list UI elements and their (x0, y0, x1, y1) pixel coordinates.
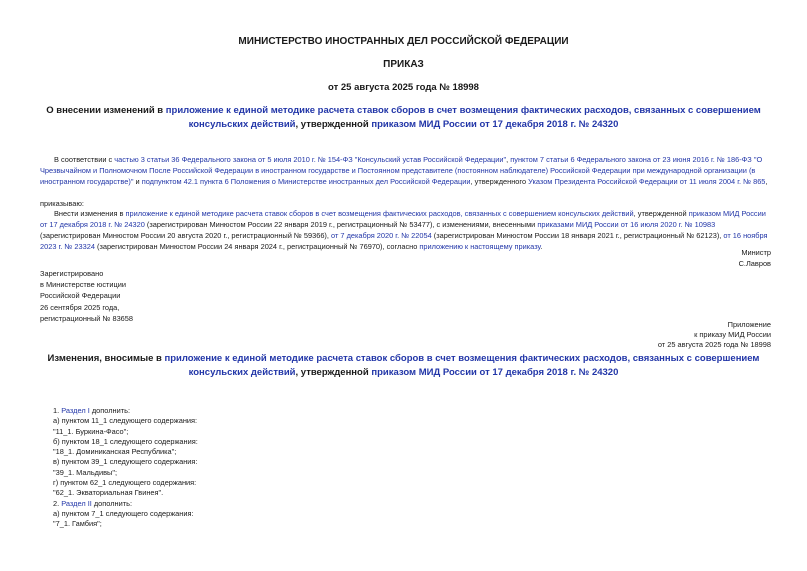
preamble-text: В соответствии с (54, 155, 115, 164)
registration-line: регистрационный № 83658 (40, 313, 134, 323)
appendix-title (30, 352, 777, 380)
appendix-header (658, 320, 771, 350)
signature-block (739, 247, 771, 269)
order-10983-link[interactable]: приказами МИД России от 16 июля 2020 г. № 10983 (537, 220, 716, 229)
item-number: 1. (53, 406, 62, 415)
amendment-text: Внести изменения в (54, 209, 126, 218)
methodology-appendix-link[interactable]: приложение к единой методике расчета ставок сборов в счет возмещения фактических расходов, связанных с совершением консульских действий (164, 353, 760, 378)
amendment-paragraph (40, 208, 775, 252)
signer-position: Министр (741, 248, 771, 257)
item-number: 2. (53, 498, 62, 508)
appendix-line: к приказу МИД России (694, 330, 771, 339)
appendix-link[interactable]: приложению к настоящему приказу (419, 242, 541, 251)
list-item: "11_1. Буркина-Фасо"; (53, 426, 129, 436)
list-item: б) пунктом 18_1 следующего содержания: (53, 436, 198, 446)
list-item: г) пунктом 62_1 следующего содержания: (53, 478, 197, 488)
list-item (53, 406, 198, 416)
registration-line: 26 сентября 2025 года, (40, 302, 120, 312)
signer-name: С.Лавров (738, 259, 771, 268)
appendix-title-prefix: Изменения, вносимые в (47, 353, 165, 364)
preamble-text: , (506, 155, 511, 164)
section-1-link[interactable]: Раздел I (61, 406, 90, 415)
item-text: дополнить: (89, 406, 131, 415)
amendment-text: (зарегистрирован Минюстом России 24 января 2024 г., регистрационный № 76970), согласно (94, 242, 420, 251)
preamble-text: , утвержденного (470, 177, 529, 186)
mfa-regulation-link[interactable]: подпунктом 42.1 пункта 6 Положения о Министерстве иностранных дел Российской Федерации (141, 177, 471, 186)
registration-block (40, 268, 133, 324)
ambassador-law-link[interactable]: пунктом 7 статьи 6 Федерального закона от 23 июня 2016 г. № 186-ФЗ "О Чрезвычайном и Полномочном После Российской Федерации в иностранном государстве и Постоянном представителе (постоянном наблюдателе) Российской Федерации при международной организации (в иностранном государстве)" (40, 155, 763, 186)
amendment-text: . (540, 242, 543, 251)
methodology-appendix-link[interactable]: приложение к единой методике расчета ставок сборов в счет возмещения фактических расходов, связанных с совершением консульских действий (125, 209, 634, 218)
appendix-line: Приложение (727, 320, 771, 329)
preamble-paragraph (40, 154, 775, 187)
amendment-text: (зарегистрирован Минюстом России 22 января 2019 г., регистрационный № 53477), с изменениями, внесенными (144, 220, 538, 229)
order-title (30, 104, 777, 132)
order-date-number: от 25 августа 2025 года № 18998 (328, 82, 479, 93)
doc-type-heading: ПРИКАЗ (383, 59, 424, 70)
list-item: "18_1. Доминиканская Республика"; (53, 447, 177, 457)
list-item: "62_1. Экваториальная Гвинея". (53, 488, 164, 498)
list-item: а) пунктом 7_1 следующего содержания: (53, 508, 194, 518)
order-23324-link[interactable]: от 16 ноября 2023 г. № 23324 (40, 231, 768, 251)
amendment-text: (зарегистрирован Минюстом России 20 августа 2020 г., регистрационный № 59366), (40, 231, 332, 240)
list-item (53, 499, 198, 509)
title-prefix: О внесении изменений в (46, 105, 166, 116)
registration-line: в Министерстве юстиции (40, 280, 127, 290)
list-item: в) пунктом 39_1 следующего содержания: (53, 457, 198, 467)
list-item: "39_1. Мальдивы"; (53, 467, 118, 477)
preamble-text: и (133, 177, 142, 186)
amendment-text: , утвержденной (633, 209, 689, 218)
list-item: "7_1. Гамбия"; (53, 519, 102, 529)
amendment-items (53, 406, 198, 530)
ministry-heading: МИНИСТЕРСТВО ИНОСТРАННЫХ ДЕЛ РОССИЙСКОЙ ФЕДЕРАЦИИ (238, 36, 569, 47)
consular-charter-link[interactable]: частью 3 статьи 36 Федерального закона от 5 июля 2010 г. № 154-ФЗ "Консульский устав Российской Федерации" (114, 155, 507, 164)
appendix-title-middle: , утвержденной (295, 367, 372, 378)
presidential-decree-link[interactable]: Указом Президента Российской Федерации от 11 июля 2004 г. № 865 (528, 177, 766, 186)
order-24320-link[interactable]: приказом МИД России от 17 декабря 2018 г. № 24320 (371, 367, 619, 378)
preamble-text: , (765, 177, 768, 186)
item-text: дополнить: (91, 498, 133, 508)
section-2-link[interactable]: Раздел II (61, 498, 92, 508)
registration-line: Российской Федерации (40, 291, 121, 301)
order-24320-link[interactable]: приказом МИД России от 17 декабря 2018 г. № 24320 (371, 119, 619, 130)
amendment-text: (зарегистрирован Минюстом России 18 января 2021 г., регистрационный № 62123), (431, 231, 724, 240)
order-22054-link[interactable]: от 7 декабря 2020 г. № 22054 (331, 231, 432, 240)
title-middle: , утвержденной (295, 119, 372, 130)
registration-line: Зарегистрировано (40, 269, 104, 278)
appendix-line: от 25 августа 2025 года № 18998 (657, 340, 771, 349)
order-24320-link[interactable]: приказом МИД России от 17 декабря 2018 г. № 24320 (40, 209, 766, 229)
methodology-appendix-link[interactable]: приложение к единой методике расчета ставок сборов в счет возмещения фактических расходов, связанных с совершением консульских действий (165, 105, 761, 130)
order-verb: приказываю: (40, 199, 84, 208)
list-item: а) пунктом 11_1 следующего содержания: (53, 416, 198, 426)
